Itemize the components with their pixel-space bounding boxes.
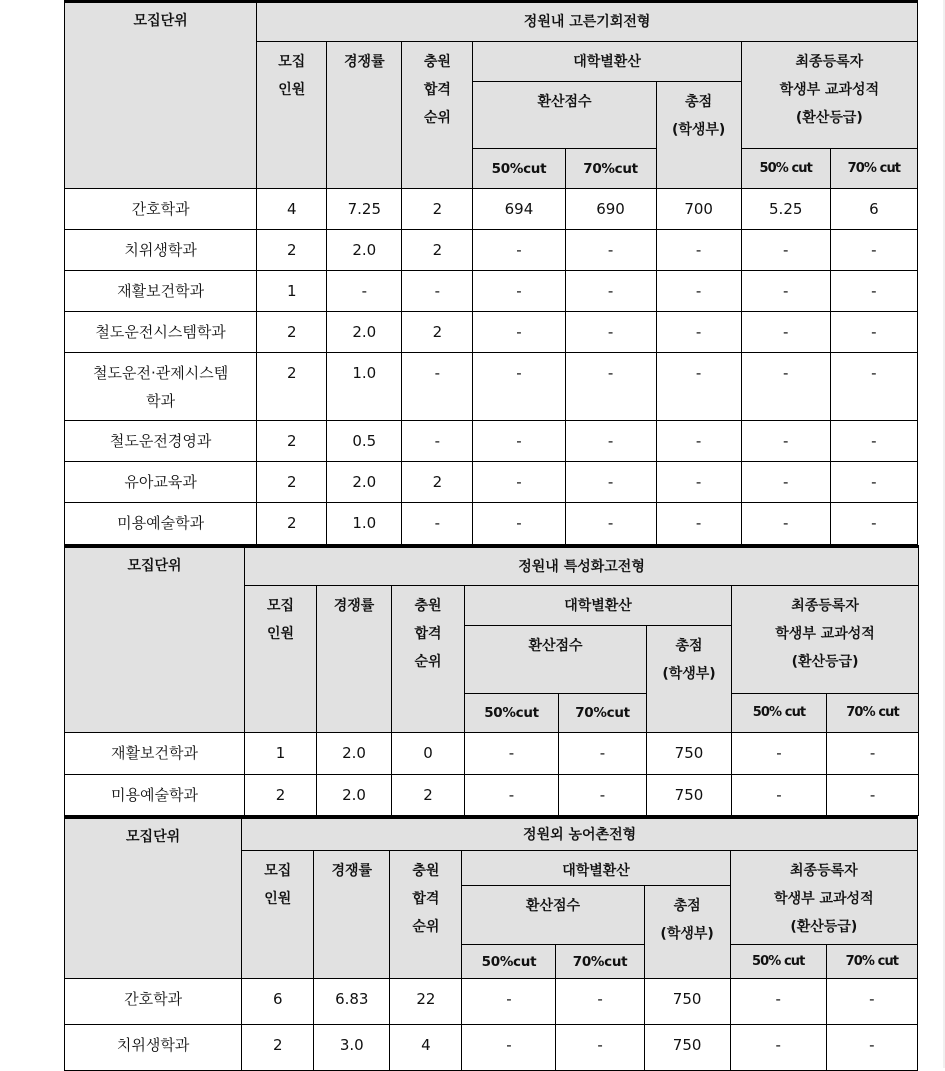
table-row xyxy=(65,353,918,421)
header-univ-conversion: 대학별환산 xyxy=(465,586,732,626)
header-cut70: 70%cut xyxy=(565,149,656,189)
waitlist-rank: - xyxy=(402,353,473,421)
grade-cut70: - xyxy=(827,733,919,775)
grade-cut70: - xyxy=(830,421,917,462)
cut70-score: - xyxy=(559,733,647,775)
waitlist-rank: 4 xyxy=(390,1025,462,1071)
dept-name: 유아교육과 xyxy=(65,462,257,503)
dept-name: 치위생학과 xyxy=(65,230,257,271)
total-score: - xyxy=(656,462,741,503)
cut70-score: - xyxy=(556,979,644,1025)
header-final-registrant: 최종등록자 학생부 교과성적 (환산등급) xyxy=(741,42,917,149)
header-recruit-count: 모집 인원 xyxy=(242,851,314,979)
header-competition: 경쟁률 xyxy=(314,851,390,979)
waitlist-rank: 2 xyxy=(392,775,465,816)
total-score: 750 xyxy=(647,775,732,816)
recruit-count: 1 xyxy=(245,733,317,775)
waitlist-rank: - xyxy=(402,421,473,462)
total-score: 700 xyxy=(656,189,741,230)
dept-name: 철도운전경영과 xyxy=(65,421,257,462)
header-unit: 모집단위 xyxy=(65,818,242,979)
table-row xyxy=(65,979,918,1025)
total-score: 750 xyxy=(647,733,732,775)
total-score: 750 xyxy=(644,979,730,1025)
grade-cut50: 5.25 xyxy=(741,189,830,230)
dept-name: 미용예술학과 xyxy=(65,775,245,816)
competition-ratio: 1.0 xyxy=(327,353,402,421)
recruit-count: 2 xyxy=(257,503,327,545)
table-specialized-high-school xyxy=(64,545,919,816)
dept-name: 미용예술학과 xyxy=(65,503,257,545)
table-row xyxy=(65,271,918,312)
header-unit: 모집단위 xyxy=(65,2,257,189)
competition-ratio: 2.0 xyxy=(327,230,402,271)
total-score: - xyxy=(656,421,741,462)
cut50-score: - xyxy=(473,312,565,353)
grade-cut70: - xyxy=(830,462,917,503)
table-row xyxy=(65,1025,918,1071)
header-cut50: 50%cut xyxy=(473,149,565,189)
competition-ratio: 0.5 xyxy=(327,421,402,462)
competition-ratio: 2.0 xyxy=(317,775,392,816)
header-total-score: 총점 (학생부) xyxy=(647,626,732,733)
header-grade-cut50: 50% cut xyxy=(732,694,827,733)
grade-cut50: - xyxy=(741,421,830,462)
header-grade-cut50: 50% cut xyxy=(730,945,826,979)
grade-cut70: - xyxy=(830,230,917,271)
recruit-count: 2 xyxy=(257,462,327,503)
recruit-count: 2 xyxy=(257,421,327,462)
grade-cut50: - xyxy=(732,733,827,775)
table-row xyxy=(65,312,918,353)
grade-cut50: - xyxy=(730,1025,826,1071)
waitlist-rank: - xyxy=(402,503,473,545)
cut70-score: - xyxy=(565,312,656,353)
recruit-count: 2 xyxy=(257,312,327,353)
header-converted-score: 환산점수 xyxy=(462,886,644,945)
cut70-score: - xyxy=(556,1025,644,1071)
header-recruit-count: 모집 인원 xyxy=(257,42,327,189)
cut50-score: - xyxy=(462,979,556,1025)
cut70-score: 690 xyxy=(565,189,656,230)
cut70-score: - xyxy=(565,230,656,271)
grade-cut70: - xyxy=(830,271,917,312)
competition-ratio: 2.0 xyxy=(327,312,402,353)
header-final-registrant: 최종등록자 학생부 교과성적 (환산등급) xyxy=(732,586,919,694)
recruit-count: 2 xyxy=(245,775,317,816)
header-waitlist-rank: 충원 합격 순위 xyxy=(392,586,465,733)
waitlist-rank: 0 xyxy=(392,733,465,775)
cut70-score: - xyxy=(565,503,656,545)
dept-name: 간호학과 xyxy=(65,189,257,230)
competition-ratio: 7.25 xyxy=(327,189,402,230)
cut50-score: - xyxy=(462,1025,556,1071)
table-row xyxy=(65,189,918,230)
cut50-score: - xyxy=(473,271,565,312)
competition-ratio: 2.0 xyxy=(327,462,402,503)
table-rural-area xyxy=(64,816,918,1071)
competition-ratio: - xyxy=(327,271,402,312)
total-score: - xyxy=(656,271,741,312)
header-competition: 경쟁률 xyxy=(327,42,402,189)
grade-cut70: - xyxy=(827,775,919,816)
dept-name: 재활보건학과 xyxy=(65,733,245,775)
header-total-score: 총점 (학생부) xyxy=(644,886,730,979)
table-row xyxy=(65,503,918,545)
competition-ratio: 2.0 xyxy=(317,733,392,775)
waitlist-rank: 2 xyxy=(402,189,473,230)
header-converted-score: 환산점수 xyxy=(465,626,647,694)
competition-ratio: 3.0 xyxy=(314,1025,390,1071)
grade-cut50: - xyxy=(741,271,830,312)
recruit-count: 1 xyxy=(257,271,327,312)
grade-cut50: - xyxy=(741,312,830,353)
waitlist-rank: 2 xyxy=(402,312,473,353)
header-univ-conversion: 대학별환산 xyxy=(462,851,730,886)
header-univ-conversion: 대학별환산 xyxy=(473,42,741,82)
admission-type-title: 정원내 특성화고전형 xyxy=(245,547,919,586)
dept-name: 간호학과 xyxy=(65,979,242,1025)
header-cut70: 70%cut xyxy=(556,945,644,979)
recruit-count: 2 xyxy=(242,1025,314,1071)
grade-cut70: - xyxy=(830,503,917,545)
header-grade-cut70: 70% cut xyxy=(830,149,917,189)
waitlist-rank: 22 xyxy=(390,979,462,1025)
table-row xyxy=(65,230,918,271)
cut50-score: - xyxy=(473,503,565,545)
header-converted-score: 환산점수 xyxy=(473,82,656,149)
table-row xyxy=(65,775,919,816)
header-grade-cut70: 70% cut xyxy=(827,694,919,733)
cut70-score: - xyxy=(565,462,656,503)
header-waitlist-rank: 충원 합격 순위 xyxy=(402,42,473,189)
header-grade-cut50: 50% cut xyxy=(741,149,830,189)
competition-ratio: 1.0 xyxy=(327,503,402,545)
cut70-score: - xyxy=(565,421,656,462)
header-waitlist-rank: 충원 합격 순위 xyxy=(390,851,462,979)
header-recruit-count: 모집 인원 xyxy=(245,586,317,733)
total-score: - xyxy=(656,353,741,421)
grade-cut70: - xyxy=(830,312,917,353)
grade-cut50: - xyxy=(730,979,826,1025)
grade-cut70: - xyxy=(826,979,917,1025)
grade-cut70: - xyxy=(826,1025,917,1071)
cut50-score: - xyxy=(465,775,559,816)
cut70-score: - xyxy=(565,353,656,421)
grade-cut50: - xyxy=(741,230,830,271)
grade-cut70: 6 xyxy=(830,189,917,230)
header-final-registrant: 최종등록자 학생부 교과성적 (환산등급) xyxy=(730,851,917,945)
cut50-score: - xyxy=(473,421,565,462)
grade-cut50: - xyxy=(741,353,830,421)
table-row xyxy=(65,462,918,503)
grade-cut50: - xyxy=(741,462,830,503)
dept-name: 철도운전·관제시스템 학과 xyxy=(65,353,257,421)
cut50-score: - xyxy=(473,462,565,503)
competition-ratio: 6.83 xyxy=(314,979,390,1025)
grade-cut50: - xyxy=(732,775,827,816)
table-row xyxy=(65,421,918,462)
table-equal-opportunity xyxy=(64,0,918,545)
grade-cut70: - xyxy=(830,353,917,421)
total-score: - xyxy=(656,230,741,271)
header-cut50: 50%cut xyxy=(465,694,559,733)
header-cut70: 70%cut xyxy=(559,694,647,733)
recruit-count: 2 xyxy=(257,230,327,271)
cut50-score: - xyxy=(465,733,559,775)
waitlist-rank: - xyxy=(402,271,473,312)
dept-name: 철도운전시스템학과 xyxy=(65,312,257,353)
recruit-count: 4 xyxy=(257,189,327,230)
recruit-count: 2 xyxy=(257,353,327,421)
header-unit: 모집단위 xyxy=(65,547,245,733)
total-score: - xyxy=(656,503,741,545)
header-competition: 경쟁률 xyxy=(317,586,392,733)
dept-name: 치위생학과 xyxy=(65,1025,242,1071)
admission-results-document xyxy=(64,0,918,1071)
header-grade-cut70: 70% cut xyxy=(826,945,917,979)
total-score: - xyxy=(656,312,741,353)
header-cut50: 50%cut xyxy=(462,945,556,979)
admission-type-title: 정원내 고른기회전형 xyxy=(257,2,918,42)
total-score: 750 xyxy=(644,1025,730,1071)
cut50-score: - xyxy=(473,230,565,271)
cut50-score: - xyxy=(473,353,565,421)
recruit-count: 6 xyxy=(242,979,314,1025)
waitlist-rank: 2 xyxy=(402,462,473,503)
grade-cut50: - xyxy=(741,503,830,545)
cut70-score: - xyxy=(565,271,656,312)
table-row xyxy=(65,733,919,775)
admission-type-title: 정원외 농어촌전형 xyxy=(242,818,918,851)
header-total-score: 총점 (학생부) xyxy=(656,82,741,189)
cut50-score: 694 xyxy=(473,189,565,230)
cut70-score: - xyxy=(559,775,647,816)
dept-name: 재활보건학과 xyxy=(65,271,257,312)
waitlist-rank: 2 xyxy=(402,230,473,271)
